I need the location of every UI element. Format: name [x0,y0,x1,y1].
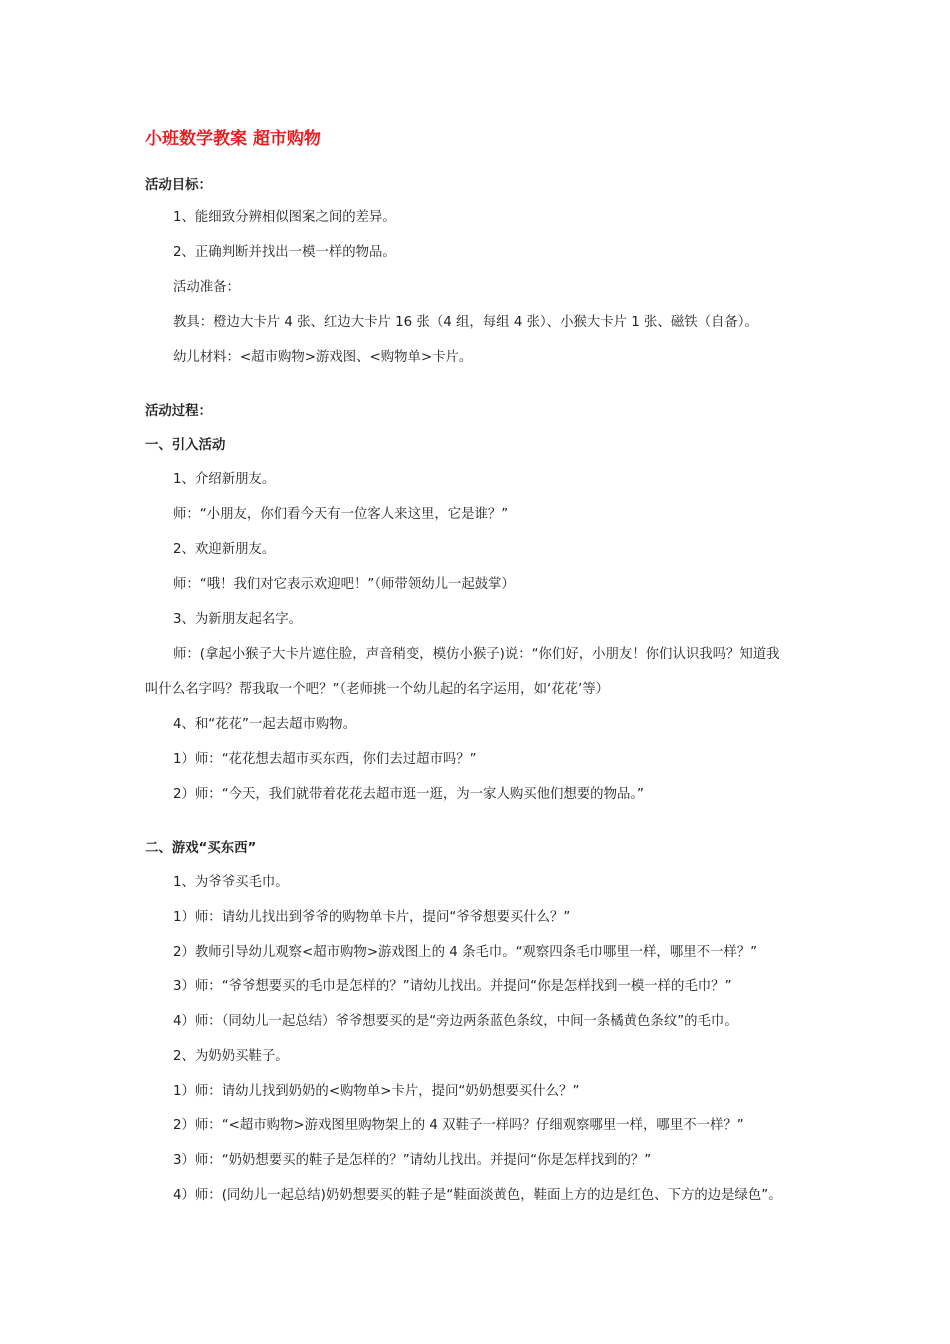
part1-line: 师：“小朋友，你们看今天有一位客人来这里，它是谁？” [173,507,509,522]
part1-line: 3、为新朋友起名字。 [173,612,303,627]
part2-line: 4）师：(同幼儿一起总结)奶奶想要买的鞋子是“鞋面淡黄色，鞋面上方的边是红色、下方的边是绿色”。 [173,1188,782,1203]
part2-line: 4）师：（同幼儿一起总结）爷爷想要买的是“旁边两条蓝色条纹，中间一条橘黄色条纹”的毛巾。 [173,1014,738,1029]
part2-line: 2、为奶奶买鞋子。 [173,1049,289,1064]
part1-line: 1、介绍新朋友。 [173,472,276,487]
part1-line: 2）师：“今天，我们就带着花花去超市逛一逛，为一家人购买他们想要的物品。” [173,787,644,802]
part2-line: 2）教师引导幼儿观察<超市购物>游戏图上的 4 条毛巾。“观察四条毛巾哪里一样，哪里不一样？” [173,945,758,960]
part2-line: 3）师：“奶奶想要买的鞋子是怎样的？”请幼儿找出。并提问“你是怎样找到的？” [173,1153,652,1168]
goals-heading: 活动目标： [145,178,212,193]
prep-heading: 活动准备： [173,280,240,295]
goal-item: 1、能细致分辨相似图案之间的差异。 [173,210,396,225]
part2-line: 3）师：“爷爷想要买的毛巾是怎样的？”请幼儿找出。并提问“你是怎样找到一模一样的毛巾？” [173,979,732,994]
goal-item: 2、正确判断并找出一模一样的物品。 [173,245,396,260]
page-title: 小班数学教案 超市购物 [145,129,321,149]
part2-heading: 二、游戏“买东西” [145,841,257,856]
part1-line: 1）师：“花花想去超市买东西，你们去过超市吗？” [173,752,477,767]
process-heading: 活动过程： [145,404,212,419]
part1-line: 叫什么名字吗？帮我取一个吧？”（老师挑一个幼儿起的名字运用，如‘花花’等） [145,682,610,697]
part2-line: 1）师：请幼儿找出到爷爷的购物单卡片，提问“爷爷想要买什么？” [173,910,571,925]
part1-line: 2、欢迎新朋友。 [173,542,276,557]
part1-line: 师：“哦！我们对它表示欢迎吧！”（师带领幼儿一起鼓掌） [173,577,515,592]
prep-materials: 幼儿材料：<超市购物>游戏图、<购物单>卡片。 [173,350,473,365]
part1-line: 4、和“花花”一起去超市购物。 [173,717,357,732]
part1-line: 师：(拿起小猴子大卡片遮住脸，声音稍变，模仿小猴子)说：“你们好，小朋友！你们认识我吗？知道我 [173,647,780,662]
prep-tools: 教具：橙边大卡片 4 张、红边大卡片 16 张（4 组，每组 4 张）、小猴大卡片 1 张、磁铁（自备）。 [173,315,758,330]
part2-line: 1、为爷爷买毛巾。 [173,875,289,890]
part2-line: 2）师：“<超市购物>游戏图里购物架上的 4 双鞋子一样吗？仔细观察哪里一样，哪里不一样？” [173,1118,744,1133]
part1-heading: 一、引入活动 [145,438,226,453]
part2-line: 1）师：请幼儿找到奶奶的<购物单>卡片，提问“奶奶想要买什么？” [173,1084,580,1099]
